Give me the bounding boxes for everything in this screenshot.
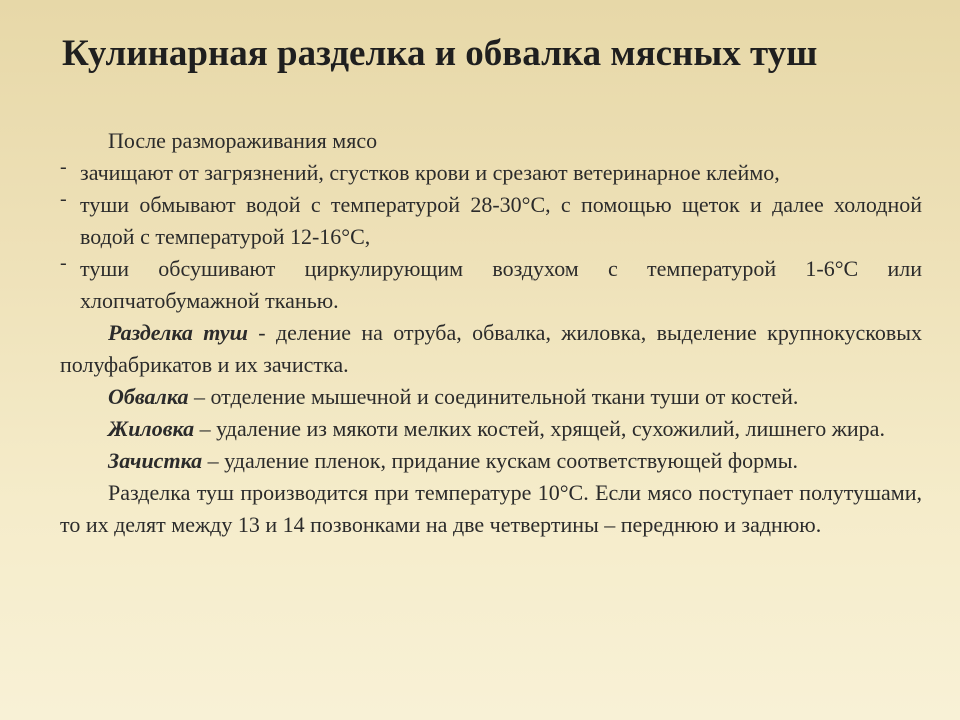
- definition-obvalka: [60, 381, 922, 413]
- bullet-text: туши обсушивают циркулирующим воздухом с температурой 1-6°С или хлопчатобумажной тканью.: [80, 256, 922, 313]
- definition-text: – удаление пленок, придание кускам соответствующей формы.: [202, 448, 799, 473]
- dash-marker: -: [60, 156, 67, 178]
- bullet-item: [60, 253, 922, 317]
- term-zachistka: Зачистка: [108, 448, 203, 473]
- closing-paragraph: Разделка туш производится при температуре 10°С. Если мясо поступает полутушами, то их делят между 13 и 14 позвонками на две четвертины – переднюю и заднюю.: [60, 480, 922, 537]
- definition-text: – отделение мышечной и соединительной ткани туши от костей.: [188, 384, 799, 409]
- dash-marker: -: [60, 252, 67, 274]
- term-razdelka: Разделка туш: [108, 320, 248, 345]
- definition-text: – удаление из мякоти мелких костей, хрящей, сухожилий, лишнего жира.: [194, 416, 885, 441]
- slide-title: Кулинарная разделка и обвалка мясных туш: [62, 33, 818, 74]
- term-zhilovka: Жиловка: [108, 416, 195, 441]
- bullet-item: [60, 189, 922, 253]
- bullet-text: туши обмывают водой с температурой 28-30°С, с помощью щеток и далее холодной водой с температурой 12-16°С,: [80, 192, 922, 249]
- slide-body: [60, 125, 922, 541]
- bullet-text: зачищают от загрязнений, сгустков крови и срезают ветеринарное клеймо,: [80, 160, 780, 185]
- dash-marker: -: [60, 188, 67, 210]
- term-obvalka: Обвалка: [108, 384, 189, 409]
- definition-razdelka: [60, 317, 922, 381]
- bullet-item: [60, 157, 922, 189]
- definition-zhilovka: [60, 413, 922, 445]
- definition-zachistka: [60, 445, 922, 477]
- intro-text: После размораживания мясо: [108, 128, 378, 153]
- definition-text: - деление на отруба, обвалка, жиловка, выделение крупнокусковых полуфабрикатов и их зачистка.: [60, 320, 922, 377]
